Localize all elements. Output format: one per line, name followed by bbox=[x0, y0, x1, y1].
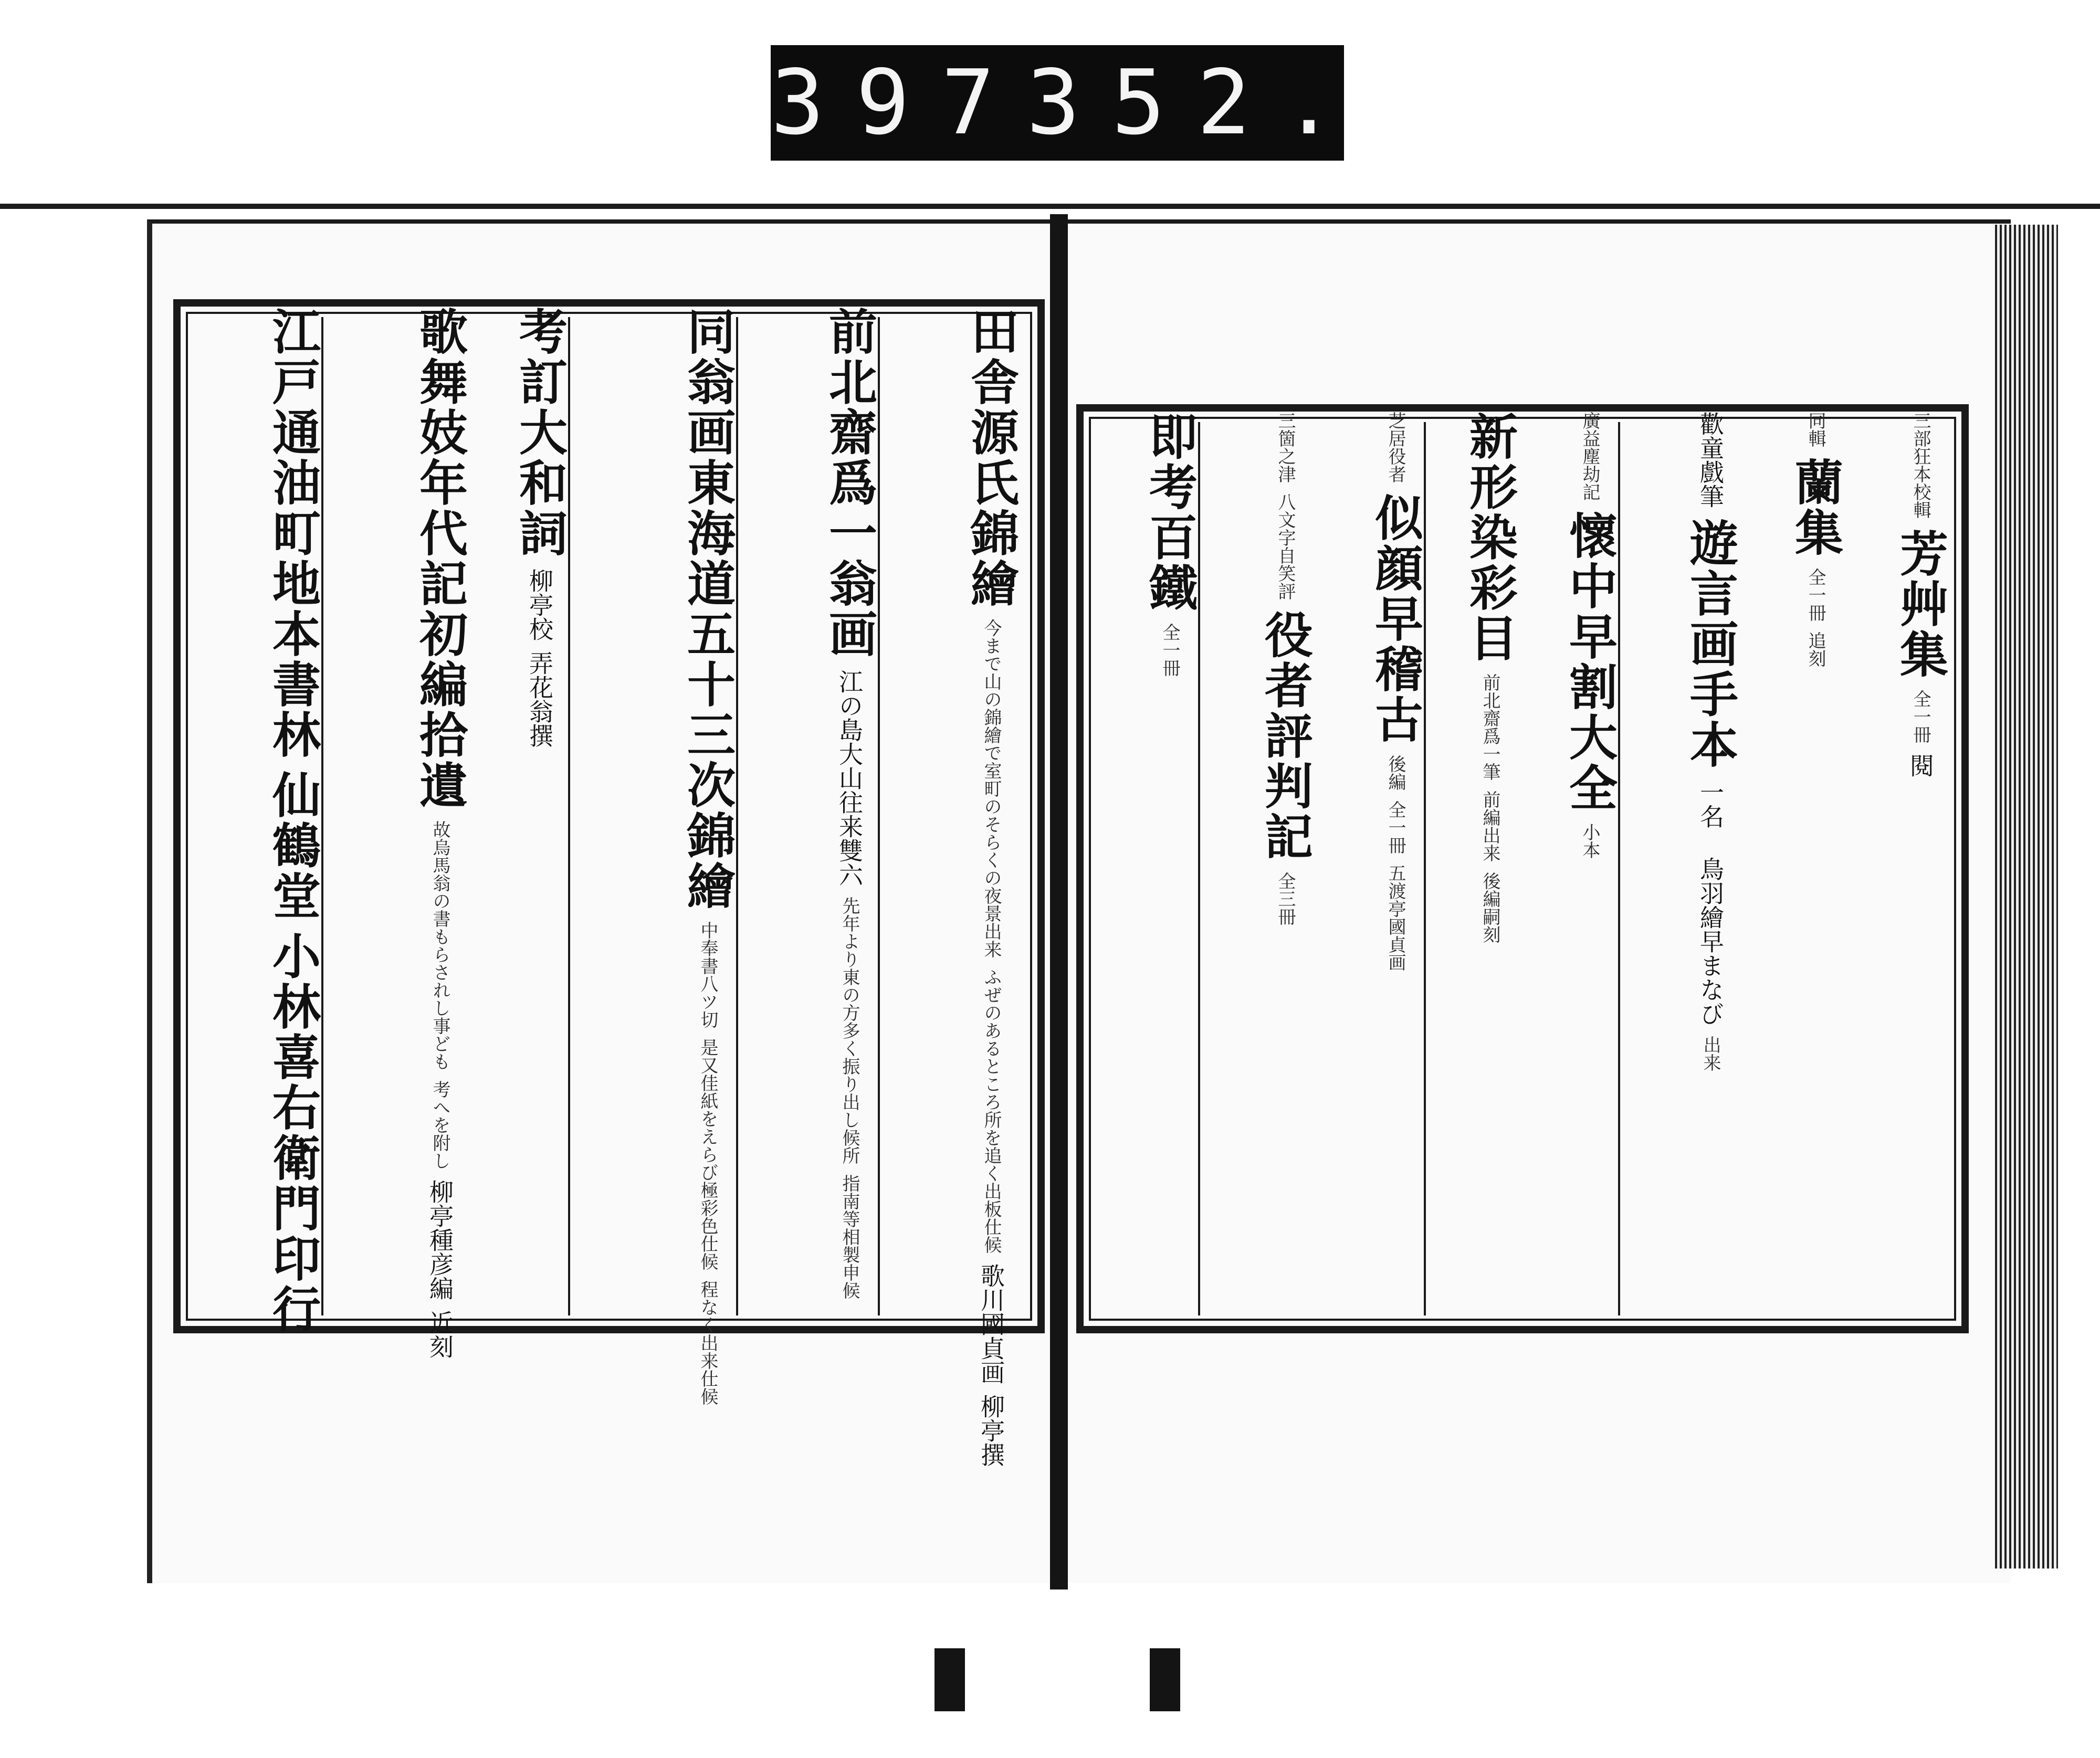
left-col-1-line-4: 柳亭撰 bbox=[977, 1394, 1005, 1467]
left-col-5-line-4: 近刻 bbox=[426, 1310, 454, 1359]
right-col-5-line-3: 後編嗣刻 bbox=[1479, 872, 1500, 943]
right-column-1 bbox=[1846, 412, 1949, 1326]
book-gutter bbox=[1050, 214, 1068, 1589]
right-col-1-line-1: 三部狂本校輯 bbox=[1910, 412, 1931, 519]
right-col-8-title: 即考百鐵 bbox=[1141, 412, 1198, 613]
right-col-4-line-2: 小本 bbox=[1579, 823, 1600, 859]
right-column-8 bbox=[1095, 412, 1198, 1326]
right-col-5-line-2: 前編出来 bbox=[1479, 791, 1500, 862]
right-col-1-line-3: 閱 bbox=[1906, 753, 1935, 777]
right-page-frame bbox=[1076, 404, 1969, 1333]
right-col-4-title: 懷中早割大全 bbox=[1561, 511, 1618, 813]
right-col-6-title: 似顔早稽古 bbox=[1367, 493, 1424, 745]
right-col-1-title: 芳艸集 bbox=[1892, 529, 1949, 680]
book-top-edge bbox=[0, 204, 2100, 209]
left-col-5-line-1: 故烏馬翁の書もらされし事ども bbox=[429, 820, 450, 1070]
left-page-frame bbox=[173, 299, 1045, 1467]
column-divider bbox=[878, 317, 880, 1315]
left-col-3-line-2: 是又佳紙をえらび極彩色仕候 bbox=[697, 1038, 718, 1270]
column-divider bbox=[736, 317, 738, 1315]
right-col-5-line-1: 前北齋爲一筆 bbox=[1479, 673, 1500, 781]
right-col-6-line-2: 後編 bbox=[1385, 755, 1406, 791]
right-col-1-line-2: 全一冊 bbox=[1910, 690, 1931, 743]
left-col-4-line-1: 柳亭校 bbox=[526, 569, 554, 641]
column-divider bbox=[1198, 422, 1200, 1315]
left-col-2-line-2: 先年より東の方多く振り出し候所 bbox=[839, 897, 860, 1164]
right-col-3-line-1: 歡童戲筆 bbox=[1696, 412, 1725, 508]
right-col-6-line-1: 芝居役者 bbox=[1385, 412, 1406, 483]
column-divider bbox=[1424, 422, 1426, 1315]
binding-clip-left bbox=[934, 1648, 965, 1711]
left-col-5-title: 歌舞妓年代記初編拾遺 bbox=[412, 307, 468, 810]
left-column-2 bbox=[743, 307, 878, 1326]
left-column-6 bbox=[182, 307, 321, 1334]
right-column-3 bbox=[1625, 412, 1739, 1326]
left-column-1 bbox=[885, 307, 1020, 1467]
publisher-address: 江戸通油町地本書林 bbox=[265, 307, 321, 760]
left-col-4-line-2: 弄花翁撰 bbox=[526, 651, 554, 748]
binding-clip-right bbox=[1150, 1648, 1180, 1711]
left-col-2-line-1: 江の島大山往来雙六 bbox=[835, 669, 864, 887]
right-col-2-line-3: 追刻 bbox=[1805, 631, 1826, 667]
left-col-2-title: 前北齋爲一翁画 bbox=[821, 307, 878, 659]
left-col-2-line-3: 指南等相製申候 bbox=[839, 1174, 860, 1299]
left-col-5-line-3: 柳亭種彦編 bbox=[426, 1180, 454, 1300]
right-col-6-line-4: 五渡亭國貞画 bbox=[1385, 864, 1406, 971]
left-col-3-line-1: 中奉書八ツ切 bbox=[697, 921, 718, 1028]
right-col-3-title: 遊言画手本 bbox=[1682, 518, 1739, 770]
left-col-1-line-2: ふぜのあるところ所を追く出板仕候 bbox=[981, 968, 1002, 1254]
right-col-3-line-3: 出来 bbox=[1700, 1036, 1721, 1071]
right-col-3-line-2: 一名 鳥羽繪早まなび bbox=[1696, 780, 1725, 1026]
left-col-1-title: 田舎源氏錦繪 bbox=[963, 307, 1020, 609]
left-col-3-title: 同翁画東海道五十三次錦繪 bbox=[679, 307, 736, 911]
column-divider bbox=[321, 317, 323, 1315]
right-column-5 bbox=[1431, 412, 1518, 1326]
right-col-4-line-1: 廣益塵劫記 bbox=[1579, 412, 1600, 501]
right-column-2 bbox=[1741, 412, 1844, 1326]
right-col-2-title: 蘭集 bbox=[1787, 457, 1844, 558]
left-col-1-line-1: 今まで山の錦繪で室町のそらくの夜景出来 bbox=[981, 619, 1002, 958]
right-column-7 bbox=[1205, 412, 1314, 1326]
publisher-imprint: 小林喜右衛門印行 bbox=[265, 931, 321, 1334]
right-col-7-title: 役者評判記 bbox=[1257, 610, 1314, 862]
reel-number-label bbox=[771, 45, 1368, 161]
right-col-8-line-1: 全一冊 bbox=[1159, 623, 1180, 677]
right-column-6 bbox=[1316, 412, 1424, 1326]
right-col-5-title: 新形染彩目 bbox=[1462, 412, 1518, 664]
publisher-name: 仙鶴堂 bbox=[265, 770, 321, 921]
left-column-4 bbox=[470, 307, 568, 1326]
left-col-3-line-3: 程なく出来仕候 bbox=[697, 1280, 718, 1405]
right-col-6-line-3: 全一冊 bbox=[1385, 801, 1406, 854]
left-col-1-line-3: 歌川國貞画 bbox=[977, 1264, 1005, 1384]
right-col-7-line-2: 八文字自笑評 bbox=[1275, 493, 1296, 600]
reel-number-right: 352. bbox=[1026, 51, 1368, 155]
right-col-2-line-1: 同輯 bbox=[1805, 412, 1826, 447]
left-col-4-title: 考訂大和詞 bbox=[511, 307, 568, 559]
left-column-3 bbox=[575, 307, 736, 1405]
left-col-5-line-2: 考へを附し bbox=[429, 1080, 450, 1170]
page-edges bbox=[1995, 225, 2058, 1568]
right-col-7-line-3: 全三冊 bbox=[1275, 872, 1296, 925]
reel-number-left: 397 bbox=[771, 51, 1027, 155]
column-divider bbox=[1618, 422, 1620, 1315]
right-col-7-line-1: 三箇之津 bbox=[1275, 412, 1296, 483]
right-column-4 bbox=[1520, 412, 1618, 1326]
left-column-5 bbox=[329, 307, 468, 1359]
column-divider bbox=[568, 317, 570, 1315]
right-col-2-line-2: 全一冊 bbox=[1805, 568, 1826, 622]
